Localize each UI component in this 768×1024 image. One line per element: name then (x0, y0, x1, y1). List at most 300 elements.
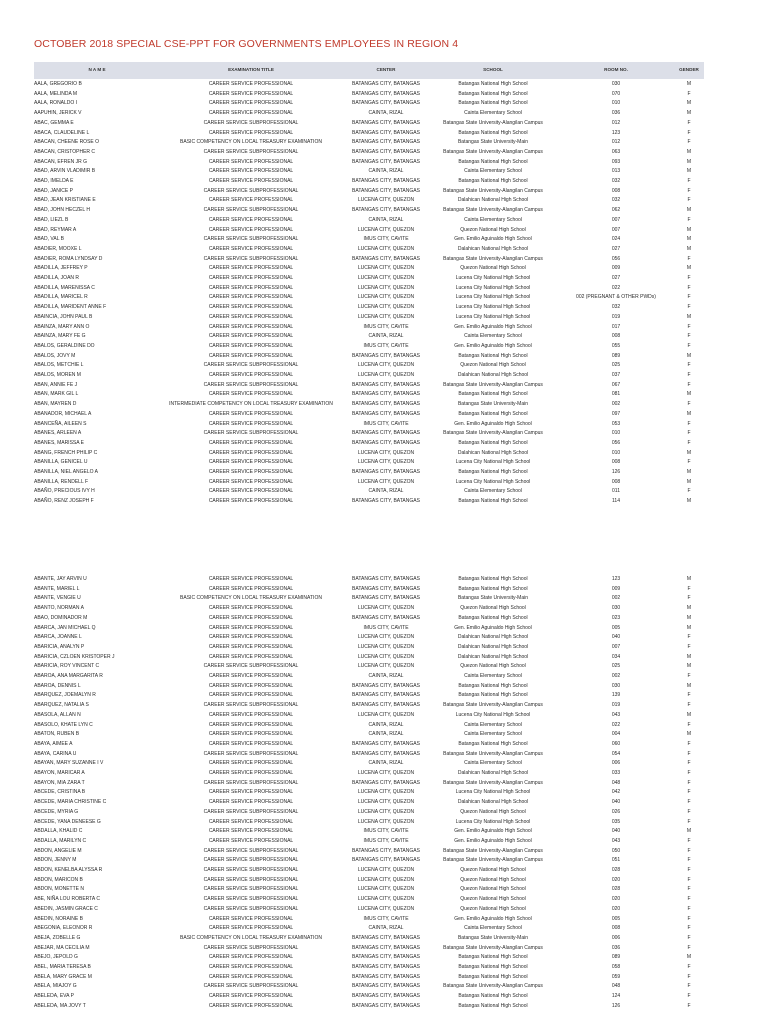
cell-school: Batangas National High School (458, 81, 528, 87)
cell-school: Lucena City National High School (455, 294, 531, 301)
cell-center: LUCENA CITY, QUEZON (357, 284, 415, 291)
cell-gender: M (686, 624, 692, 631)
cell-gender: F (687, 886, 691, 893)
table-row (34, 895, 704, 905)
cell-exam: CAREER SERVICE PROFESSIONAL (208, 828, 294, 835)
cell-school: Batangas National High School (458, 740, 528, 747)
cell-gender: F (687, 634, 691, 641)
cell-gender: M (686, 410, 692, 417)
cell-name: ABEDIN, JASMIN GRACE C (34, 905, 98, 912)
cell-name: ABADIER, ROMA LYNDSAY D (34, 255, 103, 262)
cell-room: 026 (611, 808, 621, 815)
cell-school: Dalahican National High School (457, 799, 529, 806)
table-row (34, 885, 704, 895)
table-row (34, 691, 704, 701)
cell-name: ABAN, MAYREN D (34, 401, 77, 408)
cell-room: 008 (611, 925, 621, 932)
cell-center: LUCENA CITY, QUEZON (357, 449, 415, 456)
cell-school: Cainta Elementary School (464, 721, 522, 728)
cell-center: CAINTA, RIZAL (368, 216, 404, 223)
cell-exam: CAREER SERVICE SUBPROFESSIONAL (203, 236, 299, 243)
cell-school: Quezon National High School (460, 605, 526, 612)
cell-name: ABADILLA, MARIDENT ANNE F (34, 304, 107, 311)
cell-room: 004 (611, 731, 621, 738)
cell-name: ABDALLA, KHALID C (34, 828, 83, 835)
cell-room: 124 (611, 993, 621, 1000)
cell-center: CAINTA, RIZAL (368, 721, 404, 728)
cell-school: Quezon National High School (460, 663, 526, 670)
cell-name: ABANTO, NORMAN A (34, 605, 84, 612)
table-row (34, 255, 704, 265)
cell-school: Lucena City National High School (455, 284, 531, 291)
table-row (34, 264, 704, 274)
cell-gender: M (686, 682, 692, 689)
table-row (34, 837, 704, 847)
cell-center: IMUS CITY, CAVITE (363, 236, 409, 243)
cell-center: BATANGAS CITY, BATANGAS (352, 847, 420, 854)
cell-name: ABAD, JEAN KRISTIANE E (34, 197, 96, 204)
cell-exam: CAREER SERVICE PROFESSIONAL (208, 420, 294, 427)
cell-exam: CAREER SERVICE PROFESSIONAL (208, 100, 294, 107)
cell-gender: M (686, 313, 692, 320)
cell-exam: CAREER SERVICE SUBPROFESSIONAL (203, 381, 299, 388)
cell-school: Dalahican National High School (457, 770, 529, 776)
cell-name: ABAÑO, PRECIOUS IVY H (34, 488, 95, 495)
cell-gender: M (686, 265, 692, 272)
cell-room: 009 (611, 265, 621, 272)
cell-school: Batangas National High School (458, 1002, 528, 1009)
cell-name: ABALOS, METCHIE L (34, 362, 84, 369)
cell-exam: INTERMEDIATE COMPETENCY ON LOCAL TREASURY EXAMINATION (169, 401, 333, 408)
cell-school: Quezon National High School (460, 867, 526, 873)
cell-exam: CAREER SERVICE PROFESSIONAL (208, 449, 294, 456)
table-row (34, 905, 704, 915)
cell-gender: F (687, 342, 691, 349)
cell-room: 023 (611, 614, 621, 621)
cell-center: BATANGAS CITY, BATANGAS (352, 595, 420, 602)
cell-room: 114 (612, 498, 620, 505)
cell-center: IMUS CITY, CAVITE (363, 420, 409, 427)
cell-gender: F (687, 857, 691, 864)
cell-room: 033 (611, 770, 621, 776)
cell-name: ABARCA, JOANNE L (34, 634, 82, 641)
cell-center: LUCENA CITY, QUEZON (357, 294, 415, 301)
cell-exam: CAREER SERVICE PROFESSIONAL (208, 954, 294, 961)
cell-name: ABDALLA, MARILYN C (34, 837, 87, 844)
cell-school: Gen. Emilio Aguinaldo High School (454, 915, 532, 922)
cell-room: 126 (611, 469, 621, 475)
cell-name: ABAD, LIEZL B (34, 216, 69, 223)
cell-center: LUCENA CITY, QUEZON (357, 711, 415, 718)
cell-gender: M (686, 236, 692, 243)
cell-exam: CAREER SERVICE SUBPROFESSIONAL (203, 119, 299, 126)
cell-exam: CAREER SERVICE SUBPROFESSIONAL (203, 702, 299, 709)
cell-exam: CAREER SERVICE PROFESSIONAL (208, 197, 294, 204)
cell-room: 123 (611, 129, 621, 136)
table-row (34, 90, 704, 100)
cell-name: ABAO, DOMINADOR M (34, 614, 88, 621)
cell-school: Dalahican National High School (457, 653, 529, 660)
cell-school: Quezon National High School (460, 896, 526, 903)
cell-school: Lucena City National High School (455, 313, 531, 320)
cell-name: ABADIER, MOOXE L (34, 245, 82, 252)
table-row (34, 371, 704, 381)
cell-school: Batangas State University-Alangilan Campus (443, 187, 543, 194)
cell-exam: CAREER SERVICE PROFESSIONAL (208, 352, 294, 359)
cell-room: 030 (611, 605, 621, 612)
cell-exam: CAREER SERVICE PROFESSIONAL (208, 439, 294, 446)
cell-center: LUCENA CITY, QUEZON (357, 818, 415, 825)
cell-gender: F (687, 847, 691, 854)
table-row (34, 662, 704, 672)
cell-room: 019 (611, 313, 621, 320)
cell-room: 028 (611, 886, 621, 893)
cell-school: Dalahican National High School (457, 643, 529, 650)
cell-name: ABELA, MARY GRACE M (34, 973, 92, 980)
cell-center: LUCENA CITY, QUEZON (357, 643, 415, 650)
cell-center: BATANGAS CITY, BATANGAS (352, 692, 420, 699)
table-row (34, 643, 704, 653)
cell-name: ABARICIA, ANALYN P (34, 643, 85, 650)
cell-room: 089 (611, 352, 621, 359)
table-row (34, 585, 704, 595)
cell-name: ABANCEÑA, AILEEN S (34, 420, 87, 427)
table-row (34, 633, 704, 643)
cell-school: Batangas National High School (458, 100, 528, 107)
cell-exam: CAREER SERVICE PROFESSIONAL (208, 770, 294, 776)
cell-gender: F (687, 993, 691, 1000)
cell-exam: CAREER SERVICE PROFESSIONAL (208, 585, 294, 592)
cell-room: 081 (611, 391, 621, 398)
cell-school: Batangas National High School (458, 439, 528, 446)
cell-exam: CAREER SERVICE PROFESSIONAL (208, 624, 294, 631)
cell-school: Cainta Elementary School (464, 488, 522, 495)
cell-school: Batangas National High School (458, 129, 528, 136)
table-row (34, 953, 704, 963)
table-row (34, 216, 704, 226)
cell-exam: CAREER SERVICE SUBPROFESSIONAL (203, 886, 299, 893)
cell-room: 024 (611, 236, 621, 243)
cell-center: BATANGAS CITY, BATANGAS (352, 129, 420, 136)
cell-name: ABADILLA, JEFFREY P (34, 265, 88, 272)
cell-gender: F (687, 673, 691, 679)
cell-room: 010 (611, 100, 621, 107)
cell-exam: CAREER SERVICE PROFESSIONAL (208, 740, 294, 747)
cell-center: BATANGAS CITY, BATANGAS (352, 100, 420, 107)
cell-exam: CAREER SERVICE PROFESSIONAL (208, 178, 294, 184)
cell-gender: F (687, 905, 691, 912)
cell-center: BATANGAS CITY, BATANGAS (352, 178, 420, 184)
cell-school: Batangas National High School (458, 614, 528, 621)
cell-name: ABADILLA, MARENISSA C (34, 284, 95, 291)
cell-exam: CAREER SERVICE PROFESSIONAL (208, 459, 294, 466)
cell-gender: F (687, 808, 691, 815)
cell-gender: M (686, 391, 692, 398)
cell-school: Cainta Elementary School (464, 731, 522, 738)
cell-school: Cainta Elementary School (464, 925, 522, 932)
table-row (34, 847, 704, 857)
cell-name: ABAN, ANNIE FE J (34, 381, 78, 388)
cell-center: CAINTA, RIZAL (368, 488, 404, 495)
cell-gender: F (687, 779, 691, 786)
cell-exam: CAREER SERVICE SUBPROFESSIONAL (203, 750, 299, 757)
cell-name: ABAN, MARK GIL L (34, 391, 79, 398)
cell-room: 050 (611, 847, 621, 854)
cell-room: 035 (611, 818, 621, 825)
table-row (34, 924, 704, 934)
cell-exam: CAREER SERVICE PROFESSIONAL (208, 673, 294, 679)
cell-name: ABAYON, MIA ZARA T (34, 779, 85, 786)
table-row (34, 196, 704, 206)
cell-room: 037 (611, 372, 621, 378)
cell-room: 025 (611, 362, 621, 369)
cell-name: ABAYA, AIMEE A (34, 740, 73, 747)
cell-school: Batangas National High School (458, 964, 528, 970)
cell-room: 019 (611, 702, 621, 709)
cell-name: ABELA, MIAJOY G (34, 983, 77, 990)
cell-gender: F (687, 702, 691, 709)
cell-exam: CAREER SERVICE PROFESSIONAL (208, 488, 294, 495)
cell-exam: CAREER SERVICE PROFESSIONAL (208, 110, 294, 117)
cell-room: 020 (611, 905, 621, 912)
cell-exam: CAREER SERVICE PROFESSIONAL (208, 294, 294, 301)
table-row (34, 798, 704, 808)
cell-room: 020 (611, 896, 621, 903)
cell-gender: F (687, 362, 691, 369)
cell-gender: M (686, 614, 692, 621)
cell-room: 040 (611, 799, 621, 806)
cell-school: Gen. Emilio Aguinaldo High School (454, 837, 532, 844)
cell-gender: M (686, 81, 692, 87)
cell-name: ABANADOR, MICHAEL A (34, 410, 92, 417)
table-row (34, 468, 704, 478)
table-row (34, 808, 704, 818)
cell-exam: CAREER SERVICE SUBPROFESSIONAL (203, 983, 299, 990)
table-row (34, 487, 704, 497)
cell-name: ABEJO, JEPOLD G (34, 954, 78, 961)
cell-exam: CAREER SERVICE PROFESSIONAL (208, 692, 294, 699)
cell-room: 056 (611, 255, 621, 262)
cell-school: Quezon National High School (460, 876, 526, 883)
cell-gender: F (687, 915, 691, 922)
cell-name: ABANES, MARISSA E (34, 439, 85, 446)
cell-room: 007 (611, 216, 621, 223)
cell-gender: M (686, 954, 692, 961)
cell-gender: F (687, 216, 691, 223)
cell-room: 123 (611, 576, 621, 582)
cell-gender: F (687, 818, 691, 825)
cell-room: 043 (611, 711, 621, 718)
cell-exam: CAREER SERVICE SUBPROFESSIONAL (203, 148, 299, 155)
header-center: CENTER (376, 67, 396, 72)
cell-room: 055 (611, 342, 621, 349)
cell-school: Batangas State University-Alangilan Campus (443, 857, 543, 864)
table-row (34, 682, 704, 692)
cell-center: BATANGAS CITY, BATANGAS (352, 439, 420, 446)
cell-exam: CAREER SERVICE PROFESSIONAL (208, 158, 294, 165)
cell-school: Batangas State University-Alangilan Campus (443, 148, 543, 155)
cell-center: BATANGAS CITY, BATANGAS (352, 187, 420, 194)
cell-room: 002 (611, 673, 621, 679)
cell-name: ABAD, ARVIN VLADIMIR B (34, 168, 96, 175)
cell-center: LUCENA CITY, QUEZON (357, 634, 415, 641)
cell-room: 010 (611, 449, 621, 456)
table-row (34, 575, 704, 585)
table-row (34, 187, 704, 197)
cell-school: Batangas State University-Alangilan Campus (443, 702, 543, 709)
cell-center: BATANGAS CITY, BATANGAS (352, 983, 420, 990)
cell-school: Lucena City National High School (455, 304, 531, 311)
cell-room: 032 (611, 178, 621, 184)
cell-center: BATANGAS CITY, BATANGAS (352, 702, 420, 709)
cell-exam: BASIC COMPETENCY ON LOCAL TREASURY EXAMINATION (180, 595, 322, 602)
cell-center: CAINTA, RIZAL (368, 333, 404, 340)
cell-name: ABDON, MONETTE N (34, 886, 85, 893)
table-row (34, 963, 704, 973)
cell-gender: F (687, 789, 691, 796)
cell-name: ABEJAR, MA CECILIA M (34, 944, 90, 951)
cell-center: BATANGAS CITY, BATANGAS (352, 750, 420, 757)
cell-gender: F (687, 119, 691, 126)
cell-exam: CAREER SERVICE PROFESSIONAL (208, 973, 294, 980)
cell-name: ABAD, REYMAR A (34, 226, 77, 233)
cell-room: 007 (611, 226, 621, 233)
cell-room: 032 (611, 304, 621, 311)
cell-exam: CAREER SERVICE PROFESSIONAL (208, 653, 294, 660)
cell-name: ABAYON, MARICAR A (34, 770, 85, 776)
cell-gender: M (686, 110, 692, 117)
cell-gender: F (687, 740, 691, 747)
cell-center: LUCENA CITY, QUEZON (357, 789, 415, 796)
cell-name: ABACA, CLAUDELINE L (34, 129, 90, 136)
cell-gender: M (686, 711, 692, 718)
table-row (34, 594, 704, 604)
cell-exam: CAREER SERVICE PROFESSIONAL (208, 313, 294, 320)
cell-room: 070 (611, 90, 621, 97)
cell-school: Quezon National High School (460, 886, 526, 893)
cell-gender: F (687, 643, 691, 650)
cell-gender: M (686, 207, 692, 214)
cell-school: Batangas National High School (458, 90, 528, 97)
table-row (34, 129, 704, 139)
table-row (34, 672, 704, 682)
cell-room: 025 (611, 663, 621, 670)
cell-room: 059 (611, 973, 621, 980)
cell-center: BATANGAS CITY, BATANGAS (352, 498, 420, 505)
cell-name: ABANTE, MARIEL L (34, 585, 80, 592)
cell-center: LUCENA CITY, QUEZON (357, 808, 415, 815)
cell-gender: M (686, 100, 692, 107)
cell-center: BATANGAS CITY, BATANGAS (352, 944, 420, 951)
cell-gender: F (687, 372, 691, 378)
cell-gender: F (687, 139, 691, 146)
cell-center: BATANGAS CITY, BATANGAS (352, 740, 420, 747)
cell-school: Gen. Emilio Aguinaldo High School (454, 420, 532, 427)
cell-gender: M (686, 158, 692, 165)
cell-exam: CAREER SERVICE PROFESSIONAL (208, 964, 294, 970)
cell-gender: M (686, 449, 692, 456)
cell-name: ABANES, ARLEEN A (34, 430, 82, 437)
cell-exam: CAREER SERVICE PROFESSIONAL (208, 818, 294, 825)
table-row (34, 390, 704, 400)
cell-gender: F (687, 294, 691, 301)
cell-name: ABAD, VAL B (34, 236, 65, 243)
table-row (34, 429, 704, 439)
cell-center: BATANGAS CITY, BATANGAS (352, 352, 420, 359)
cell-exam: CAREER SERVICE PROFESSIONAL (208, 711, 294, 718)
table-row (34, 361, 704, 371)
cell-room: 042 (611, 789, 621, 796)
cell-gender: M (686, 576, 692, 582)
cell-name: ABANILLA, GENICEL U (34, 459, 88, 466)
cell-center: CAINTA, RIZAL (368, 760, 404, 767)
cell-gender: M (686, 245, 692, 252)
cell-room: 032 (611, 197, 621, 204)
cell-center: BATANGAS CITY, BATANGAS (352, 1002, 420, 1009)
cell-center: LUCENA CITY, QUEZON (357, 478, 415, 485)
cell-name: ABACAN, CRISTOPHER C (34, 148, 96, 155)
cell-exam: CAREER SERVICE PROFESSIONAL (208, 1002, 294, 1009)
cell-room: 002 (611, 401, 621, 408)
cell-school: Quezon National High School (460, 362, 526, 369)
cell-exam: CAREER SERVICE PROFESSIONAL (208, 634, 294, 641)
cell-name: ABASOLA, ALLAN N (34, 711, 81, 718)
cell-name: ABARCA, JAN MICHAEL Q (34, 624, 96, 631)
cell-exam: CAREER SERVICE PROFESSIONAL (208, 682, 294, 689)
cell-gender: M (686, 352, 692, 359)
cell-center: BATANGAS CITY, BATANGAS (352, 857, 420, 864)
table-row (34, 177, 704, 187)
cell-center: LUCENA CITY, QUEZON (357, 265, 415, 272)
cell-exam: BASIC COMPETENCY ON LOCAL TREASURY EXAMINATION (180, 934, 322, 941)
cell-room: 043 (611, 837, 621, 844)
cell-name: ABAC, GEMMA E (34, 119, 74, 126)
cell-exam: CAREER SERVICE SUBPROFESSIONAL (203, 944, 299, 951)
cell-center: BATANGAS CITY, BATANGAS (352, 391, 420, 398)
cell-center: BATANGAS CITY, BATANGAS (352, 585, 420, 592)
cell-gender: F (687, 420, 691, 427)
cell-name: ABASOLO, KHATE LYN C (34, 721, 93, 728)
cell-center: LUCENA CITY, QUEZON (357, 245, 415, 252)
cell-gender: F (687, 333, 691, 340)
table-row (34, 109, 704, 119)
cell-gender: F (687, 595, 691, 602)
cell-gender: M (686, 168, 692, 175)
table-row (34, 653, 704, 663)
cell-school: Batangas State University-Alangilan Campus (443, 944, 543, 951)
cell-center: CAINTA, RIZAL (368, 673, 404, 679)
table-row (34, 701, 704, 711)
cell-name: AALA, MELINDA M (34, 90, 78, 97)
table-row (34, 303, 704, 313)
cell-gender: F (687, 799, 691, 806)
table-row (34, 944, 704, 954)
cell-gender: F (687, 973, 691, 980)
table-row (34, 99, 704, 109)
table-row (34, 235, 704, 245)
cell-gender: F (687, 925, 691, 932)
cell-room: 048 (611, 779, 621, 786)
cell-school: Batangas National High School (458, 158, 528, 165)
cell-center: BATANGAS CITY, BATANGAS (352, 973, 420, 980)
cell-center: BATANGAS CITY, BATANGAS (352, 964, 420, 970)
cell-name: ABCEDE, MARIA CHRISTINE C (34, 799, 107, 806)
cell-gender: F (687, 770, 691, 776)
cell-school: Lucena City National High School (455, 711, 531, 718)
cell-school: Dalahican National High School (457, 372, 529, 378)
cell-school: Quezon National High School (460, 808, 526, 815)
cell-exam: CAREER SERVICE PROFESSIONAL (208, 168, 294, 175)
